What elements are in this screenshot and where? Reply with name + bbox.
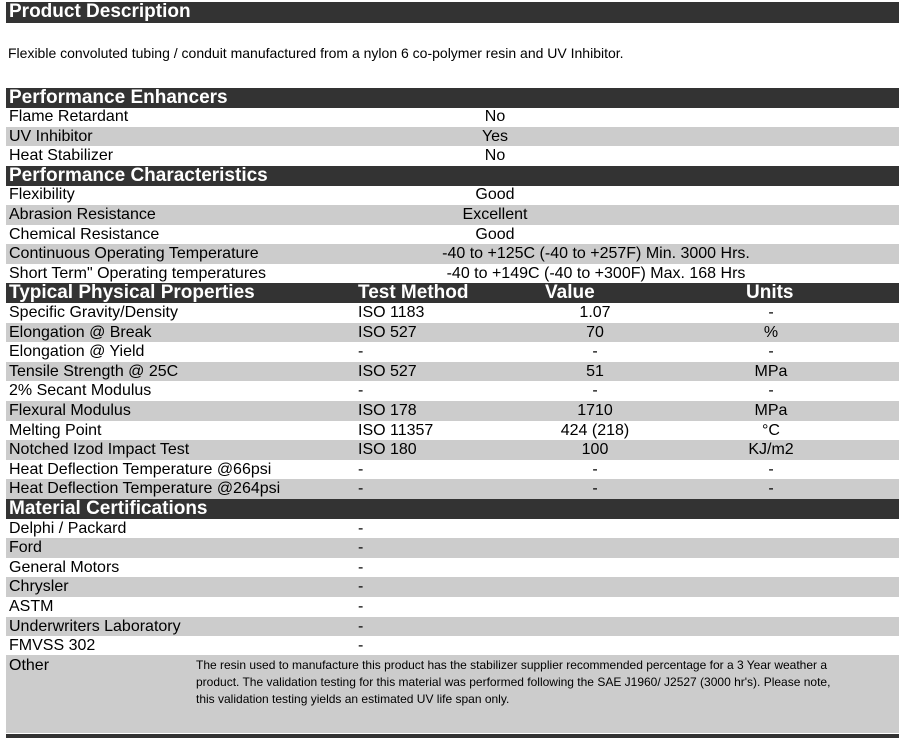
table-row: [6, 303, 899, 323]
row-value: No: [484, 147, 506, 165]
bottom-rule: [6, 734, 899, 738]
row-value: 1.07: [579, 304, 611, 321]
row-units: -: [768, 343, 774, 361]
table-row: [6, 342, 899, 362]
table-row: [6, 107, 899, 127]
row-value: No: [484, 108, 506, 125]
row-label: Elongation @ Break: [9, 323, 152, 341]
row-value: Excellent: [462, 206, 528, 223]
row-units: MPa: [754, 402, 788, 419]
row-value: -: [358, 578, 364, 596]
table-row: [6, 421, 899, 441]
row-label: Flexural Modulus: [9, 402, 131, 419]
table-row: [6, 146, 899, 166]
row-label: Heat Stabilizer: [9, 147, 114, 165]
row-value: 1710: [577, 402, 613, 419]
row-label: Chemical Resistance: [9, 225, 160, 243]
table-row: [6, 225, 899, 245]
performance-characteristics-heading: Performance Characteristics: [6, 166, 899, 186]
row-value: -: [358, 558, 364, 576]
table-row: [6, 538, 899, 558]
table-row: [6, 185, 899, 205]
row-method: -: [358, 480, 364, 498]
row-method: ISO 527: [358, 323, 417, 341]
row-value: -: [358, 598, 364, 615]
table-row: [6, 577, 899, 597]
row-label: Heat Deflection Temperature @264psi: [9, 480, 281, 498]
row-units: %: [763, 323, 779, 341]
row-value: -: [358, 519, 364, 537]
product-description-text: Flexible convoluted tubing / conduit manufactured from a nylon 6 co-polymer resin and UV Inhibitor.: [8, 45, 624, 61]
header-rule: [6, 22, 899, 23]
row-label: 2% Secant Modulus: [9, 382, 152, 400]
material-certifications-heading: Material Certifications: [6, 499, 899, 519]
row-units: -: [768, 480, 774, 498]
column-header-test-method: Test Method: [358, 282, 469, 304]
row-label: Flexibility: [9, 186, 75, 204]
product-description-heading: Product Description: [6, 2, 899, 22]
row-label: Melting Point: [9, 421, 102, 439]
row-value: Yes: [481, 127, 509, 145]
other-note-line: this validation testing yields an estimated UV life span only.: [196, 692, 510, 706]
row-label: Elongation @ Yield: [9, 343, 145, 361]
row-method: ISO 1183: [358, 304, 425, 321]
row-label: Short Term" Operating temperatures: [9, 264, 267, 282]
row-units: MPa: [754, 362, 788, 380]
row-label: Specific Gravity/Density: [9, 304, 178, 321]
row-label: Delphi / Packard: [9, 519, 127, 537]
table-row: [6, 617, 899, 637]
other-certification-row: [6, 655, 899, 733]
row-value: -: [358, 637, 364, 655]
row-method: ISO 11357: [358, 421, 434, 439]
row-value: 51: [586, 362, 604, 380]
row-value: 70: [586, 323, 604, 341]
row-value: -: [592, 460, 598, 478]
table-row: [6, 362, 899, 382]
row-label: UV Inhibitor: [9, 127, 93, 145]
other-note-line: The resin used to manufacture this product has the stabilizer supplier recommended percentage for a 3 Year weather a: [196, 658, 828, 672]
row-value: Good: [475, 186, 515, 204]
row-method: ISO 178: [358, 402, 417, 419]
other-label: Other: [9, 657, 50, 674]
row-method: ISO 180: [358, 441, 417, 459]
other-note: [196, 657, 830, 708]
row-method: ISO 527: [358, 362, 417, 380]
table-row: [6, 323, 899, 343]
table-row: [6, 401, 899, 421]
row-method: -: [358, 343, 364, 361]
row-units: -: [768, 460, 774, 478]
row-label: FMVSS 302: [9, 637, 96, 655]
row-value: -: [358, 617, 364, 635]
table-row: [6, 381, 899, 401]
row-label: Chrysler: [9, 578, 69, 596]
table-row: [6, 264, 899, 284]
row-value: 100: [581, 441, 609, 459]
physical-properties-heading: Typical Physical Properties Test Method Value Units: [6, 283, 899, 303]
table-row: [6, 597, 899, 617]
table-row: [6, 558, 899, 578]
row-value: -40 to +149C (-40 to +300F) Max. 168 Hrs: [446, 264, 746, 282]
row-method: -: [358, 460, 364, 478]
table-row: [6, 460, 899, 480]
other-note-line: product. The validation testing for this material was performed following the SAE J1960/ J2527 (3000 hr's). Please note,: [196, 675, 831, 689]
row-units: -: [768, 304, 774, 321]
row-label: Heat Deflection Temperature @66psi: [9, 460, 272, 478]
performance-enhancers-heading: Performance Enhancers: [6, 88, 899, 108]
row-value: -: [358, 539, 364, 557]
table-row: [6, 636, 899, 656]
row-value: -: [592, 382, 598, 400]
row-label: General Motors: [9, 558, 120, 576]
row-label: Abrasion Resistance: [9, 206, 156, 223]
row-label: Tensile Strength @ 25C: [9, 362, 179, 380]
row-value: -40 to +125C (-40 to +257F) Min. 3000 Hrs.: [442, 245, 750, 263]
row-method: -: [358, 382, 364, 400]
table-row: [6, 205, 899, 225]
table-row: [6, 244, 899, 264]
row-label: Notched Izod Impact Test: [9, 441, 190, 459]
row-value: -: [592, 480, 598, 498]
row-units: °C: [762, 421, 780, 439]
row-label: Flame Retardant: [9, 108, 129, 125]
row-value: Good: [475, 225, 515, 243]
row-units: KJ/m2: [748, 441, 794, 459]
row-label: Ford: [9, 539, 42, 557]
table-row: [6, 127, 899, 147]
column-header-units: Units: [746, 282, 794, 304]
row-units: -: [768, 382, 774, 400]
row-label: Continuous Operating Temperature: [9, 245, 259, 263]
table-row: [6, 519, 899, 539]
row-value: -: [592, 343, 598, 361]
table-row: [6, 440, 899, 460]
column-header-value: Value: [545, 282, 595, 304]
table-row: [6, 479, 899, 499]
row-value: 424 (218): [560, 421, 630, 439]
row-label: Underwriters Laboratory: [9, 617, 181, 635]
row-label: ASTM: [9, 598, 54, 615]
